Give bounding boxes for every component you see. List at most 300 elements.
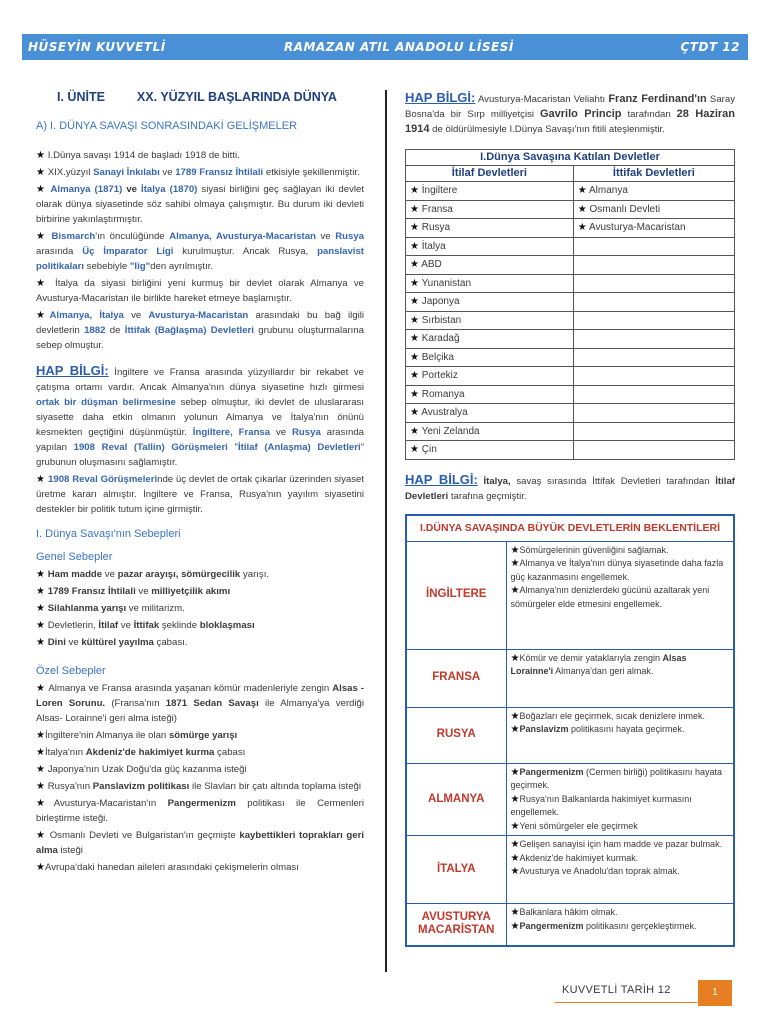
star-icon: ★ [410, 444, 422, 456]
section-a-title: A) I. DÜNYA SAVAŞI SONRASINDAKİ GELİŞMELER [36, 120, 298, 132]
alliance-table-title: I.Dünya Savaşına Katılan Devletler [406, 150, 735, 166]
central-cell [573, 293, 734, 312]
central-cell-text: Osmanlı Devleti [589, 203, 661, 215]
star-icon: ★ [36, 798, 54, 809]
hap-info-label: HAP BİLGİ: [36, 363, 109, 378]
star-icon: ★ [410, 203, 422, 215]
alliance-row [406, 367, 735, 386]
hap-info-keyword: 28 Haziran 1914 [405, 108, 735, 135]
star-icon: ★ [410, 370, 422, 382]
entente-cell [406, 256, 574, 275]
special-cause-text: çabası [214, 747, 246, 758]
special-causes-title: Özel Sebepler [36, 665, 106, 677]
expect-row-fr [406, 649, 734, 707]
alliance-row [406, 293, 735, 312]
general-cause-keyword: bloklaşması [199, 620, 255, 631]
country-name: İNGİLTERE [406, 541, 506, 649]
hap-info-3 [405, 472, 735, 504]
bullet-7-text: nde üç devlet de ortak çıkarlar üzerinden siyaset üretme kararı almıştır. İngiltere ve Fransa, Rusya'nın yayılım siyasetini destekler bir politik tutum içine girmiştir. [36, 474, 364, 515]
general-cause-keyword: kültürel yayılma [81, 637, 154, 648]
expect-item [511, 710, 730, 724]
expect-item [511, 852, 730, 866]
bullet-3-text: siyasi birliğini geç sağlayan iki devlet olarak dünya siyasetinde söz sahibi olmaya çalışmıştır. Bu durum iki devleti birbirine yakınlaştırmıştır. [36, 184, 364, 225]
bullet-2-text: ve [159, 167, 176, 178]
entente-cell [406, 367, 574, 386]
special-cause-4 [36, 762, 364, 777]
hap-info-text: Saray Bosna'da bir Sırp milliyetçisi [405, 94, 735, 120]
bullet-1 [36, 148, 364, 163]
alliance-row [406, 404, 735, 423]
hap-info-label: HAP BİLGİ: [405, 471, 478, 487]
special-cause-text: ile Almanya'ya verdiği Alsas- Lorainne'i geri alma isteği) [36, 698, 364, 724]
hap-info-keyword: İtilaf (Anlaşma) Devletleri [237, 442, 361, 453]
entente-cell [406, 274, 574, 293]
hap-info-text: " [227, 442, 238, 453]
expect-row-at [406, 904, 734, 946]
general-cause-3 [36, 601, 364, 616]
special-cause-keyword: Alsas - Loren Sorunu. [36, 683, 364, 709]
bullet-4-keyword: Bismarch [51, 231, 96, 242]
hap-info-text: ve [270, 427, 292, 438]
special-cause-text: Rusya'nın [47, 781, 93, 792]
bullet-6-keyword: Almanya, İtalya [49, 310, 124, 321]
alliance-row [406, 237, 735, 256]
bullet-6-text: grubunu oluşturmalarına sebep olmuştur. [36, 325, 364, 351]
hap-info-keyword: 1908 Reval (Tallin) Görüşmeleri [73, 442, 228, 453]
expect-item [511, 820, 730, 834]
special-cause-7 [36, 828, 364, 858]
bullet-7 [36, 472, 364, 517]
bullet-4-text: sebebiyle [83, 261, 130, 272]
expect-item [511, 865, 730, 879]
entente-cell-text: Karadağ [421, 333, 460, 345]
special-cause-1 [36, 681, 364, 726]
star-icon: ★ [510, 907, 520, 918]
central-cell [573, 441, 734, 460]
expect-text: politikasını hayata geçirmek. [568, 724, 685, 734]
star-icon: ★ [510, 820, 520, 832]
special-cause-text: ile Slavları bir çatı altında toplama isteği [189, 781, 362, 792]
expect-text: Almanya'dan geri almak. [553, 666, 654, 676]
expect-item [511, 766, 730, 793]
star-icon: ★ [510, 544, 520, 556]
star-icon: ★ [36, 150, 48, 161]
alliance-row [406, 422, 735, 441]
star-icon: ★ [577, 203, 590, 215]
central-cell [573, 348, 734, 367]
star-icon: ★ [410, 425, 422, 437]
expect-cell [506, 763, 734, 836]
general-causes-title: Genel Sebepler [36, 551, 113, 563]
star-icon: ★ [36, 167, 48, 178]
expect-item [511, 544, 730, 558]
star-icon: ★ [36, 569, 48, 580]
bullet-5-text: İtalya da siyasi birliğini yeni kurmuş bir devlet olarak Almanya ve Avusturya-Macaristan ile birlikte hareket etmeye başlamıştır. [36, 278, 364, 304]
expectations-title: I.DÜNYA SAVAŞINDA BÜYÜK DEVLETLERİN BEKLENTİLERİ [406, 515, 734, 542]
expect-item [511, 584, 730, 611]
star-icon: ★ [36, 474, 49, 485]
hap-info-keyword: Rusya [291, 427, 321, 438]
country-name: ALMANYA [406, 763, 506, 836]
star-icon: ★ [510, 724, 520, 735]
star-icon: ★ [410, 333, 422, 345]
alliance-row [406, 348, 735, 367]
central-cell [573, 385, 734, 404]
expect-keyword: Alsas Lorainne'i [510, 652, 687, 676]
alliance-row [406, 311, 735, 330]
hap-info-text: " grubunun oluşmasını sağlamıştır. [36, 442, 365, 468]
general-cause-text: ve [118, 620, 134, 631]
central-cell-text: Almanya [588, 185, 628, 197]
expect-text: Gelişen sanayisi için ham madde ve pazar bulmak. [519, 839, 723, 849]
star-icon: ★ [410, 185, 422, 197]
bullet-4-keyword: Almanya, Avusturya-Macaristan [169, 231, 316, 242]
central-cell [573, 237, 734, 256]
entente-cell [406, 200, 574, 219]
entente-cell [406, 404, 574, 423]
star-icon: ★ [36, 278, 56, 289]
star-icon: ★ [510, 866, 520, 877]
entente-cell [406, 293, 574, 312]
special-cause-3 [36, 745, 364, 760]
special-cause-8 [36, 860, 364, 875]
entente-cell [406, 385, 574, 404]
expect-cell [506, 541, 734, 649]
country-name: RUSYA [406, 707, 506, 763]
special-cause-text: politikası ile Cermenleri birleştirme isteği. [36, 798, 364, 824]
causes-title: I. Dünya Savaşı'nın Sebepleri [36, 528, 181, 540]
entente-cell [406, 422, 574, 441]
special-cause-5 [36, 779, 364, 794]
entente-cell-text: Avustralya [421, 407, 468, 419]
footer-label: KUVVETLİ TARİH 12 [562, 984, 671, 996]
general-cause-keyword: Dini [47, 637, 66, 648]
bullet-6-keyword: 1882 [84, 325, 106, 336]
alliance-row [406, 182, 735, 201]
alliance-row [406, 441, 735, 460]
expect-text: Almanya'nın denizlerdeki gücünü azaltarak yeni sömürgeler elde etmesini engellemek. [510, 585, 710, 609]
expect-item [511, 793, 730, 820]
entente-cell [406, 348, 574, 367]
central-cell [573, 311, 734, 330]
star-icon: ★ [36, 830, 50, 841]
star-icon: ★ [510, 710, 520, 722]
alliance-row [406, 219, 735, 238]
general-cause-text: Devletlerin, [47, 620, 99, 631]
special-cause-text: Avrupa'daki hanedan aileleri arasındaki çekişmelerin olması [44, 862, 299, 873]
bullet-5 [36, 276, 364, 306]
expect-item [511, 906, 730, 920]
bullet-4-text: kurulmuştur. Ancak Rusya, [173, 246, 318, 257]
bullet-2-text: XIX.yüzyıl [47, 167, 94, 178]
general-cause-keyword: İttifak [133, 620, 160, 631]
star-icon: ★ [36, 862, 45, 873]
alliance-row [406, 256, 735, 275]
expect-cell [506, 836, 734, 904]
general-cause-text: ve [65, 637, 82, 648]
hap-info-2 [405, 90, 735, 137]
entente-cell-text: İtalya [421, 240, 446, 252]
expect-text: Avusturya ve Anadolu'dan toprak almak. [519, 866, 680, 876]
page-number: 1 [698, 980, 732, 1006]
entente-cell-text: Portekiz [421, 370, 458, 382]
general-cause-keyword: Ham madde [47, 569, 103, 580]
general-cause-keyword: pazar arayışı, sömürgecilik [117, 569, 241, 580]
bullet-6-text: de [105, 325, 125, 336]
hap-info-text: tarafından [621, 109, 677, 120]
expect-cell [506, 904, 734, 946]
star-icon: ★ [410, 314, 422, 326]
entente-cell-text: Çin [421, 444, 437, 456]
entente-header: İtilaf Devletleri [406, 166, 574, 182]
star-icon: ★ [36, 184, 51, 195]
special-cause-text: Japonya'nın Uzak Doğu'da güç kazanma isteği [47, 764, 247, 775]
expect-text: Kömür ve demir yataklarıyla zengin [519, 652, 663, 663]
special-cause-text: İngiltere'nin Almanya ile olan [44, 730, 169, 741]
general-cause-4 [36, 618, 364, 633]
star-icon: ★ [577, 222, 589, 234]
general-cause-keyword: Silahlanma yarışı [47, 603, 127, 614]
special-cause-keyword: Akdeniz'de hakimiyet kurma [85, 747, 215, 758]
bullet-6-keyword: İttifak (Bağlaşma) Devletleri [124, 325, 254, 336]
entente-cell [406, 311, 574, 330]
hap-info-text: Avusturya-Macaristan Veliahtı [475, 94, 609, 105]
bullet-4-text: 'ın önculüğünde [95, 231, 170, 242]
expect-item [511, 920, 730, 934]
star-icon: ★ [36, 310, 50, 321]
hap-info-keyword: İtilaf Devletleri [405, 475, 735, 502]
expect-row-de [406, 763, 734, 836]
special-cause-keyword: 1871 Sedan Savaşı [165, 698, 259, 709]
expect-row-it [406, 836, 734, 904]
general-cause-text: şeklinde [159, 620, 200, 631]
unit-label: I. ÜNİTE [57, 90, 105, 104]
star-icon: ★ [410, 407, 422, 419]
expect-cell [506, 649, 734, 707]
star-icon: ★ [410, 240, 422, 252]
special-cause-text: İtalya'nın [44, 747, 86, 758]
central-cell [573, 404, 734, 423]
general-cause-keyword: milliyetçilik akımı [151, 586, 231, 597]
star-icon: ★ [510, 793, 520, 805]
country-name: AVUSTURYA MACARİSTAN [406, 904, 506, 946]
general-cause-text: ve militarizm. [126, 603, 185, 614]
special-cause-keyword: Pangermenizm [167, 798, 236, 809]
star-icon: ★ [410, 259, 422, 271]
unit-name: XX. YÜZYIL BAŞLARINDA DÜNYA [136, 90, 337, 104]
expect-text: Akdeniz'de hakimiyet kurmak. [519, 852, 639, 863]
star-icon: ★ [510, 652, 520, 664]
header-bar [22, 34, 748, 60]
expect-item [511, 838, 730, 852]
header-author: HÜSEYİN KUVVETLİ [28, 40, 166, 54]
country-name: İTALYA [406, 836, 506, 904]
general-cause-keyword: İtilaf [98, 620, 119, 631]
expect-keyword: Panslavizm [519, 724, 569, 734]
general-cause-text: çabası. [153, 637, 188, 648]
header-school: RAMAZAN ATIL ANADOLU LİSESİ [284, 40, 514, 54]
bullet-3-keyword: Almanya (1871) [50, 184, 123, 195]
bullet-4-keyword: panslavist politikaları [36, 246, 364, 272]
entente-cell [406, 219, 574, 238]
entente-cell-text: İngiltere [421, 185, 458, 197]
entente-cell [406, 330, 574, 349]
left-column [36, 90, 364, 877]
special-cause-text: Avusturya-Macaristan'ın [53, 798, 168, 809]
general-cause-text: ve [102, 569, 118, 580]
hap-info-1 [36, 363, 364, 470]
star-icon: ★ [510, 839, 520, 850]
entente-cell [406, 441, 574, 460]
star-icon: ★ [577, 185, 589, 197]
special-cause-text: (Fransa'nın [105, 698, 166, 709]
star-icon: ★ [36, 603, 48, 614]
star-icon: ★ [36, 747, 45, 758]
right-column [405, 90, 735, 947]
special-cause-text: Osmanlı Devleti ve Bulgaristan'ın geçmişte [49, 830, 240, 841]
special-cause-keyword: kaybettikleri toprakları geri alma [36, 830, 364, 856]
entente-cell-text: Yunanistan [421, 277, 472, 289]
central-cell [573, 330, 734, 349]
bullet-7-keyword: 1908 Reval Görüşmeleri [48, 474, 158, 485]
general-cause-5 [36, 635, 364, 650]
expect-text: politikasını gerçekleştirmek. [583, 920, 697, 931]
alliance-table [405, 149, 735, 460]
central-cell [573, 182, 734, 201]
hap-info-text: İngiltere ve Fransa arasında yüzyıllardır bir rekabet ve çatışma ortamı vardır. Ancak Almanya'nın dünya siyasetine hızlı girmesi [36, 367, 364, 393]
star-icon: ★ [410, 351, 422, 363]
hap-info-keyword: İtalya, [477, 475, 511, 487]
central-cell [573, 367, 734, 386]
column-divider [385, 90, 387, 972]
bullet-4 [36, 229, 364, 274]
footer-rule [555, 1002, 697, 1003]
entente-cell-text: Belçika [421, 351, 454, 363]
bullet-6-text: arasındaki bu bağ ilgili devletlerin [36, 310, 364, 336]
star-icon: ★ [36, 620, 48, 631]
entente-cell-text: Fransa [421, 203, 453, 215]
header-course: ÇTDT 12 [680, 40, 740, 54]
hap-info-keyword: ortak bir düşman belirmesine [36, 397, 176, 408]
bullet-6-keyword: Avusturya-Macaristan [148, 310, 249, 321]
star-icon: ★ [36, 637, 48, 648]
country-name: FRANSA [406, 649, 506, 707]
entente-cell-text: Romanya [421, 388, 465, 400]
entente-cell [406, 237, 574, 256]
entente-cell-text: Japonya [421, 296, 460, 308]
central-header: İttifak Devletleri [573, 166, 734, 182]
bullet-3-text: ve [122, 184, 142, 195]
hap-info-keyword: İngiltere, Fransa [192, 427, 271, 438]
star-icon: ★ [36, 683, 49, 694]
star-icon: ★ [36, 764, 48, 775]
expect-text: Boğazları ele geçirmek, sıcak denizlere inmek. [519, 710, 706, 721]
general-cause-text: yarışı. [240, 569, 270, 580]
expect-keyword: Pangermenizm [519, 766, 584, 777]
expect-keyword: Pangermenizm [519, 920, 584, 931]
star-icon: ★ [510, 766, 520, 778]
star-icon: ★ [36, 231, 52, 242]
alliance-row [406, 330, 735, 349]
star-icon: ★ [510, 585, 520, 596]
hap-info-label: HAP BİLGİ: [405, 90, 476, 105]
bullet-4-text: den ayrılmıştır. [150, 261, 214, 272]
bullet-3 [36, 182, 364, 227]
special-cause-keyword: sömürge yarışı [168, 730, 238, 741]
expect-text: Balkanlara hâkim olmak. [519, 907, 618, 917]
star-icon: ★ [510, 558, 520, 569]
central-cell-text: Avusturya-Macaristan [588, 222, 686, 234]
hap-info-text: savaş sırasında İttifak Devletleri tarafından [510, 475, 716, 487]
bullet-2-text: etkisiyle şekillenmiştir. [263, 167, 360, 178]
special-cause-6 [36, 796, 364, 826]
entente-cell-text: Yeni Zelanda [421, 425, 480, 437]
general-cause-2 [36, 584, 364, 599]
bullet-2 [36, 165, 364, 180]
central-cell [573, 256, 734, 275]
alliance-row [406, 385, 735, 404]
expect-item [511, 557, 730, 584]
expect-text: Almanya ve İtalya'nın dünya siyasetinde daha fazla güç kazanmasını engellemek. [510, 558, 724, 582]
special-cause-text: isteği [57, 845, 83, 856]
special-cause-text: Almanya ve Fransa arasında yaşanan kömür madenleriyle zengin [48, 683, 333, 694]
expect-item [511, 652, 730, 679]
bullet-4-text: ve [315, 231, 336, 242]
unit-title [36, 90, 364, 105]
bullet-2-keyword: Sanayi İnkılabı [93, 167, 160, 178]
central-cell [573, 274, 734, 293]
hap-info-keyword: Gavrilo Princip [539, 108, 622, 120]
expect-text: Sömürgelerinin güvenliğini sağlamak. [519, 544, 669, 555]
star-icon: ★ [410, 388, 422, 400]
star-icon: ★ [410, 277, 422, 289]
bullet-6 [36, 308, 364, 353]
alliance-row [406, 200, 735, 219]
star-icon: ★ [410, 222, 422, 234]
star-icon: ★ [510, 852, 520, 864]
special-cause-keyword: Panslavizm politikası [92, 781, 190, 792]
bullet-4-keyword: Rusya [335, 231, 364, 242]
bullet-4-keyword: "lig" [129, 261, 151, 272]
entente-cell-text: ABD [421, 259, 442, 271]
expect-row-uk [406, 541, 734, 649]
star-icon: ★ [410, 296, 422, 308]
central-cell [573, 219, 734, 238]
star-icon: ★ [510, 920, 520, 932]
bullet-3-keyword: İtalya (1870) [141, 184, 198, 195]
expect-cell [506, 707, 734, 763]
expect-text: (Cermen birliği) politikasını hayata geçirmek. [510, 766, 723, 790]
central-cell [573, 422, 734, 441]
hap-info-text: arasında yapılan [36, 427, 364, 453]
bullet-4-text: arasında [36, 246, 83, 257]
central-cell [573, 200, 734, 219]
spacer [36, 355, 364, 363]
special-cause-2 [36, 728, 364, 743]
entente-cell-text: Rusya [421, 222, 451, 234]
bullet-6-text: ve [123, 310, 149, 321]
bullet-4-keyword: Üç İmparator Ligi [82, 246, 174, 257]
entente-cell-text: Sırbistan [421, 314, 462, 326]
hap-info-text: de öldürülmesiyle I.Dünya Savaşı'nın fitili ateşlenmiştir. [429, 124, 665, 135]
star-icon: ★ [36, 586, 48, 597]
expect-text: Rusya'nın Balkanlarda hakimiyet kurmasını engellemek. [510, 793, 692, 817]
hap-info-text: sebep olmuştur, iki devlet de uluslararası siyasette daha etkin olmanın yolunun Almanya ve İtalya'nın önünü kesmekten geçtiğini düşünmüştür. [36, 397, 364, 438]
hap-info-text: tarafına geçmiştir. [448, 490, 527, 502]
entente-cell [406, 182, 574, 201]
expect-row-ru [406, 707, 734, 763]
bullet-2-keyword: 1789 Fransız İhtilali [175, 167, 264, 178]
